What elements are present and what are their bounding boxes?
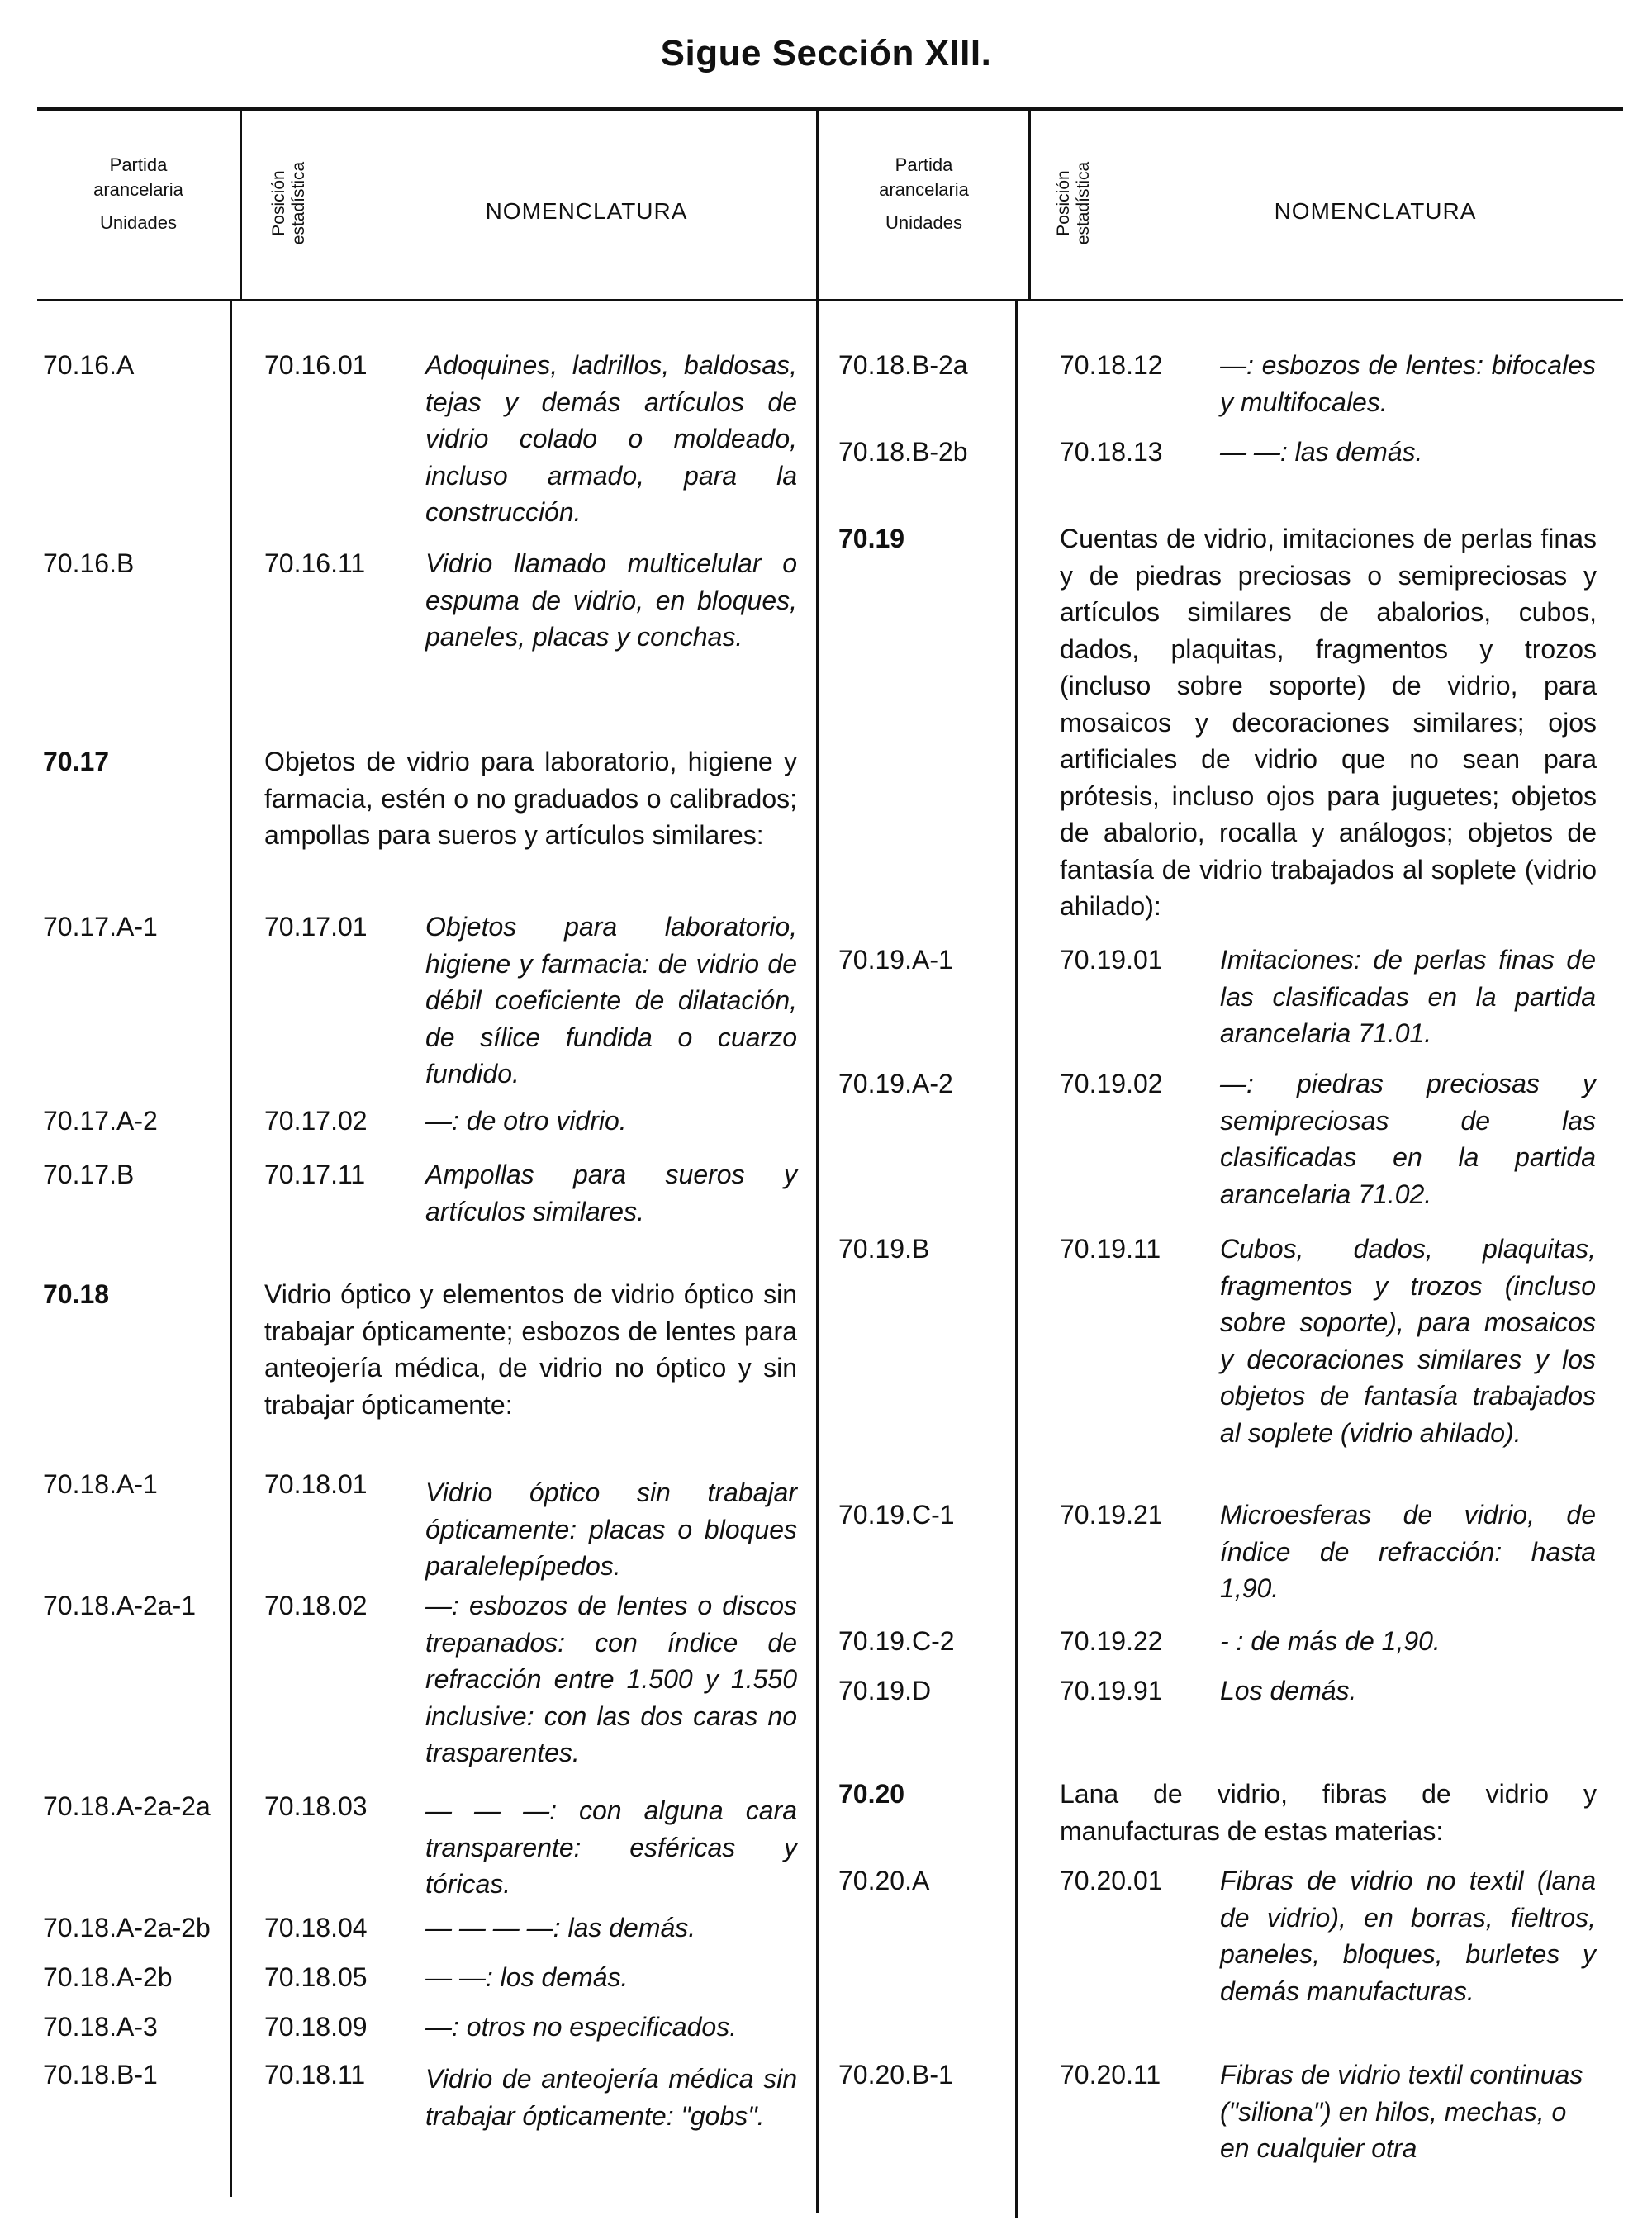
posicion-code: 70.18.11 [264,2060,366,2090]
header-nomenclatura: NOMENCLATURA [485,198,688,224]
heading-description: Cuentas de vidrio, imitaciones de perlas finas y de piedras preciosas o semipreciosas y artículos similares de abalorios, cubos, dados, plaquitas, fragmentos y trozos (incluso sobre soporte) de vidrio, para mosaicos y decoraciones similares; ojos artificiales de vidrio que no sean para prótesis, incluso ojos para juguetes; objetos de abalorio, rocalla y análogos; objetos de fantasía de vidrio trabajados al soplete (vidrio ahilado): [1060,524,1597,921]
partida-code: 70.18.A-2a-2b [43,1913,211,1942]
partida-code: 70.17.A-1 [43,912,158,942]
partida-code: 70.17.A-2 [43,1106,158,1136]
header-posicion: Posición estadística [269,161,308,245]
posicion-code: 70.19.22 [1060,1626,1163,1656]
partida-code: 70.19.C-2 [838,1626,955,1656]
posicion-code: 70.19.02 [1060,1069,1163,1098]
posicion-code: 70.18.01 [264,1469,368,1499]
partida-code: 70.19.D [838,1676,932,1705]
posicion-code: 70.17.01 [264,912,368,942]
posicion-code: 70.18.04 [264,1913,368,1942]
posicion-code: 70.16.11 [264,548,366,578]
partida-code: 70.20.B-1 [838,2060,953,2090]
partida-code: 70.18.A-2a-1 [43,1591,197,1620]
posicion-code: 70.19.21 [1060,1500,1163,1530]
header-partida: Partida arancelaria Unidades [93,154,183,233]
partida-code: 70.19.A-1 [838,945,953,975]
partida-code: 70.17.B [43,1160,135,1189]
item-description: —: otros no especificados. [425,2012,738,2042]
right-column-divider [1028,107,1031,301]
posicion-code: 70.17.11 [264,1160,366,1189]
partida-code: 70.18.A-2a-2a [43,1791,211,1821]
page-title: Sigue Sección XIII. [660,33,992,74]
item-description: Adoquines, ladrillos, baldosas, tejas y demás artículos de vidrio colado o moldeado, incluso armado, para la construcción. [425,350,797,527]
partida-code: 70.19.C-1 [838,1500,955,1530]
partida-code: 70.18.B-2b [838,437,968,467]
header-posicion-right: Posición estadística [1054,161,1093,245]
posicion-code: 70.18.02 [264,1591,368,1620]
posicion-code: 70.18.13 [1060,437,1163,467]
item-description: — —: las demás. [1220,437,1423,467]
posicion-code: 70.19.91 [1060,1676,1163,1705]
partida-code: 70.18.B-2a [838,350,968,380]
posicion-code: 70.19.01 [1060,945,1163,975]
item-description: — —: los demás. [425,1962,629,1992]
partida-code: 70.17 [43,747,110,776]
header-partida-right: Partida arancelaria Unidades [879,154,969,233]
partida-code: 70.18.A-1 [43,1469,158,1499]
table-top-rule [37,107,1623,111]
heading-description: Lana de vidrio, fibras de vidrio y manufacturas de estas materias: [1060,1779,1597,1846]
item-description: Ampollas para sueros y artículos similares. [425,1160,797,1226]
posicion-code: 70.18.05 [264,1962,368,1992]
posicion-code: 70.19.11 [1060,1234,1161,1264]
posicion-code: 70.18.12 [1060,350,1163,380]
partida-code: 70.19 [838,524,905,553]
posicion-code: 70.18.09 [264,2012,368,2042]
item-description: - : de más de 1,90. [1220,1626,1441,1656]
item-description: Fibras de vidrio textil continuas ("siliona") en hilos, mechas, o en cualquier otra [1220,2060,1583,2163]
item-description: Los demás. [1220,1676,1357,1705]
right-column-divider-body [1015,301,1018,2218]
partida-code: 70.20.A [838,1866,930,1895]
partida-code: 70.18.B-1 [43,2060,158,2090]
item-description: —: esbozos de lentes o discos trepanados: con índice de refracción entre 1.500 y 1.550 inclusive: con las dos caras no trasparentes. [425,1591,797,1767]
partida-code: 70.16.A [43,350,135,380]
center-divider [816,107,819,2213]
item-description: Microesferas de vidrio, de índice de refracción: hasta 1,90. [1220,1500,1596,1603]
partida-code: 70.18 [43,1279,110,1309]
item-description: Objetos para laboratorio, higiene y farmacia: de vidrio de débil coeficiente de dilatación, de sílice fundida o cuarzo fundido. [425,912,797,1089]
item-description: — — — —: las demás. [425,1913,696,1942]
header-nomenclatura-right: NOMENCLATURA [1274,198,1477,224]
item-description: Imitaciones: de perlas finas de las clasificadas en la partida arancelaria 71.01. [1220,945,1596,1048]
item-description: Vidrio óptico sin trabajar ópticamente: placas o bloques paralelepípedos. [425,1478,797,1581]
partida-code: 70.19.A-2 [838,1069,953,1098]
item-description: Fibras de vidrio no textil (lana de vidrio), en borras, fieltros, paneles, bloques, burletes y demás manufacturas. [1220,1866,1596,2006]
partida-code: 70.18.A-2b [43,1962,173,1992]
item-description: —: esbozos de lentes: bifocales y multifocales. [1220,350,1596,417]
item-description: —: piedras preciosas y semipreciosas de las clasificadas en la partida arancelaria 71.02. [1220,1069,1596,1209]
posicion-code: 70.18.03 [264,1791,368,1821]
item-description: Cubos, dados, plaquitas, fragmentos y trozos (incluso sobre soporte), para mosaicos y decoraciones similares y los objetos de fantasía trabajados al soplete (vidrio ahilado). [1220,1234,1596,1448]
left-column-divider-body [230,301,232,2197]
partida-code: 70.19.B [838,1234,930,1264]
posicion-code: 70.20.11 [1060,2060,1161,2090]
posicion-code: 70.17.02 [264,1106,368,1136]
item-description: Vidrio llamado multicelular o espuma de vidrio, en bloques, paneles, placas y conchas. [425,548,797,652]
item-description: —: de otro vidrio. [425,1106,627,1136]
item-description: — — —: con alguna cara transparente: esféricas y tóricas. [425,1795,797,1899]
heading-description: Vidrio óptico y elementos de vidrio óptico sin trabajar ópticamente; esbozos de lentes para anteojería médica, de vidrio no óptico y sin trabajar ópticamente: [264,1279,797,1420]
partida-code: 70.18.A-3 [43,2012,158,2042]
heading-description: Objetos de vidrio para laboratorio, higiene y farmacia, estén o no graduados o calibrados; ampollas para sueros y artículos similares: [264,747,797,850]
posicion-code: 70.16.01 [264,350,368,380]
partida-code: 70.16.B [43,548,135,578]
header-bottom-rule [37,299,1623,301]
item-description: Vidrio de anteojería médica sin trabajar ópticamente: "gobs". [425,2064,797,2131]
left-column-divider [240,107,242,301]
partida-code: 70.20 [838,1779,905,1809]
posicion-code: 70.20.01 [1060,1866,1163,1895]
